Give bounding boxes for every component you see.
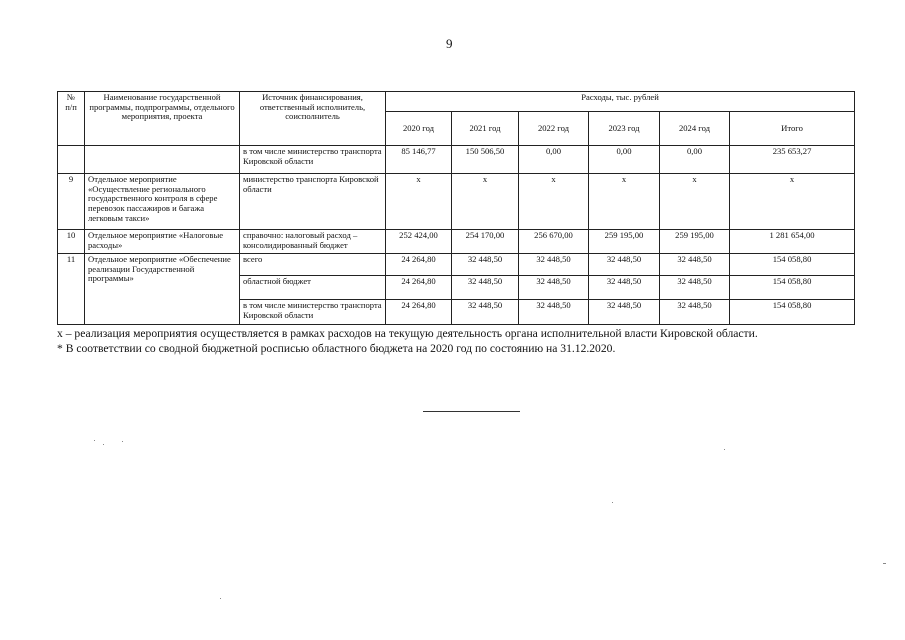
header-name: Наименование государственной программы, подпрограммы, отдельного мероприятия, проекта xyxy=(85,92,240,146)
scan-speck xyxy=(94,440,95,441)
scan-speck xyxy=(612,502,613,503)
row-num: 10 xyxy=(58,230,85,254)
row-name xyxy=(85,146,240,174)
value-2020: 24 264,80 xyxy=(386,300,452,325)
row-name: Отдельное мероприятие «Обеспечение реализации Государственной программы» xyxy=(85,254,240,325)
header-total: Итого xyxy=(730,112,855,146)
value-2020: 24 264,80 xyxy=(386,276,452,300)
row-num xyxy=(58,146,85,174)
header-expenses: Расходы, тыс. рублей xyxy=(386,92,855,112)
value-2024: 32 448,50 xyxy=(660,254,730,276)
header-year-2023: 2023 год xyxy=(589,112,660,146)
value-2021: 32 448,50 xyxy=(452,276,519,300)
value-2020: x xyxy=(386,174,452,230)
value-2020: 24 264,80 xyxy=(386,254,452,276)
value-2022: 32 448,50 xyxy=(519,254,589,276)
table-row xyxy=(58,230,855,254)
row-source: в том числе министерство транспорта Кировской области xyxy=(240,300,386,325)
value-total: 1 281 654,00 xyxy=(730,230,855,254)
value-2022: 32 448,50 xyxy=(519,276,589,300)
value-2024: 32 448,50 xyxy=(660,300,730,325)
row-name: Отдельное мероприятие «Осуществление регионального государственного контроля в сфере перевозок пассажиров и багажа легковым такси» xyxy=(85,174,240,230)
scan-speck xyxy=(220,598,221,599)
header-year-2024: 2024 год xyxy=(660,112,730,146)
row-name: Отдельное мероприятие «Налоговые расходы» xyxy=(85,230,240,254)
value-2020: 252 424,00 xyxy=(386,230,452,254)
header-year-2020: 2020 год xyxy=(386,112,452,146)
value-2022: x xyxy=(519,174,589,230)
value-2021: 32 448,50 xyxy=(452,300,519,325)
value-2023: 259 195,00 xyxy=(589,230,660,254)
value-total: 154 058,80 xyxy=(730,300,855,325)
value-2022: 0,00 xyxy=(519,146,589,174)
footnote-x: x – реализация мероприятия осуществляется в рамках расходов на текущую деятельность органа исполнительной власти Кировской области. xyxy=(57,327,758,340)
scan-speck xyxy=(724,449,725,450)
row-num: 9 xyxy=(58,174,85,230)
scan-speck xyxy=(103,444,104,445)
footnotes xyxy=(57,326,857,356)
scan-speck xyxy=(883,563,886,564)
value-2024: 259 195,00 xyxy=(660,230,730,254)
value-total: 235 653,27 xyxy=(730,146,855,174)
value-2022: 32 448,50 xyxy=(519,300,589,325)
value-2023: 0,00 xyxy=(589,146,660,174)
value-2024: 32 448,50 xyxy=(660,276,730,300)
value-2023: x xyxy=(589,174,660,230)
value-2023: 32 448,50 xyxy=(589,300,660,325)
row-num: 11 xyxy=(58,254,85,325)
row-source: всего xyxy=(240,254,386,276)
row-source: областной бюджет xyxy=(240,276,386,300)
budget-table xyxy=(57,91,855,325)
value-2024: x xyxy=(660,174,730,230)
table-row xyxy=(58,254,855,276)
value-2023: 32 448,50 xyxy=(589,254,660,276)
header-num: № п/п xyxy=(58,92,85,146)
table-row xyxy=(58,146,855,174)
row-source: в том числе министерство транспорта Кировской области xyxy=(240,146,386,174)
value-2020: 85 146,77 xyxy=(386,146,452,174)
scan-speck xyxy=(122,441,123,442)
value-2023: 32 448,50 xyxy=(589,276,660,300)
page-number: 9 xyxy=(446,36,453,51)
end-divider xyxy=(423,411,520,412)
value-2021: 254 170,00 xyxy=(452,230,519,254)
row-source: справочно: налоговый расход – консолидированный бюджет xyxy=(240,230,386,254)
value-total: 154 058,80 xyxy=(730,276,855,300)
header-year-2022: 2022 год xyxy=(519,112,589,146)
value-2021: 150 506,50 xyxy=(452,146,519,174)
table-row xyxy=(58,174,855,230)
value-2021: 32 448,50 xyxy=(452,254,519,276)
value-total: 154 058,80 xyxy=(730,254,855,276)
value-2024: 0,00 xyxy=(660,146,730,174)
header-source: Источник финансирования, ответственный исполнитель, соисполнитель xyxy=(240,92,386,146)
footnote-star: * В соответствии со сводной бюджетной росписью областного бюджета на 2020 год по состоянию на 31.12.2020. xyxy=(57,342,616,356)
header-year-2021: 2021 год xyxy=(452,112,519,146)
value-2021: x xyxy=(452,174,519,230)
value-2022: 256 670,00 xyxy=(519,230,589,254)
row-source: министерство транспорта Кировской области xyxy=(240,174,386,230)
value-total: x xyxy=(730,174,855,230)
